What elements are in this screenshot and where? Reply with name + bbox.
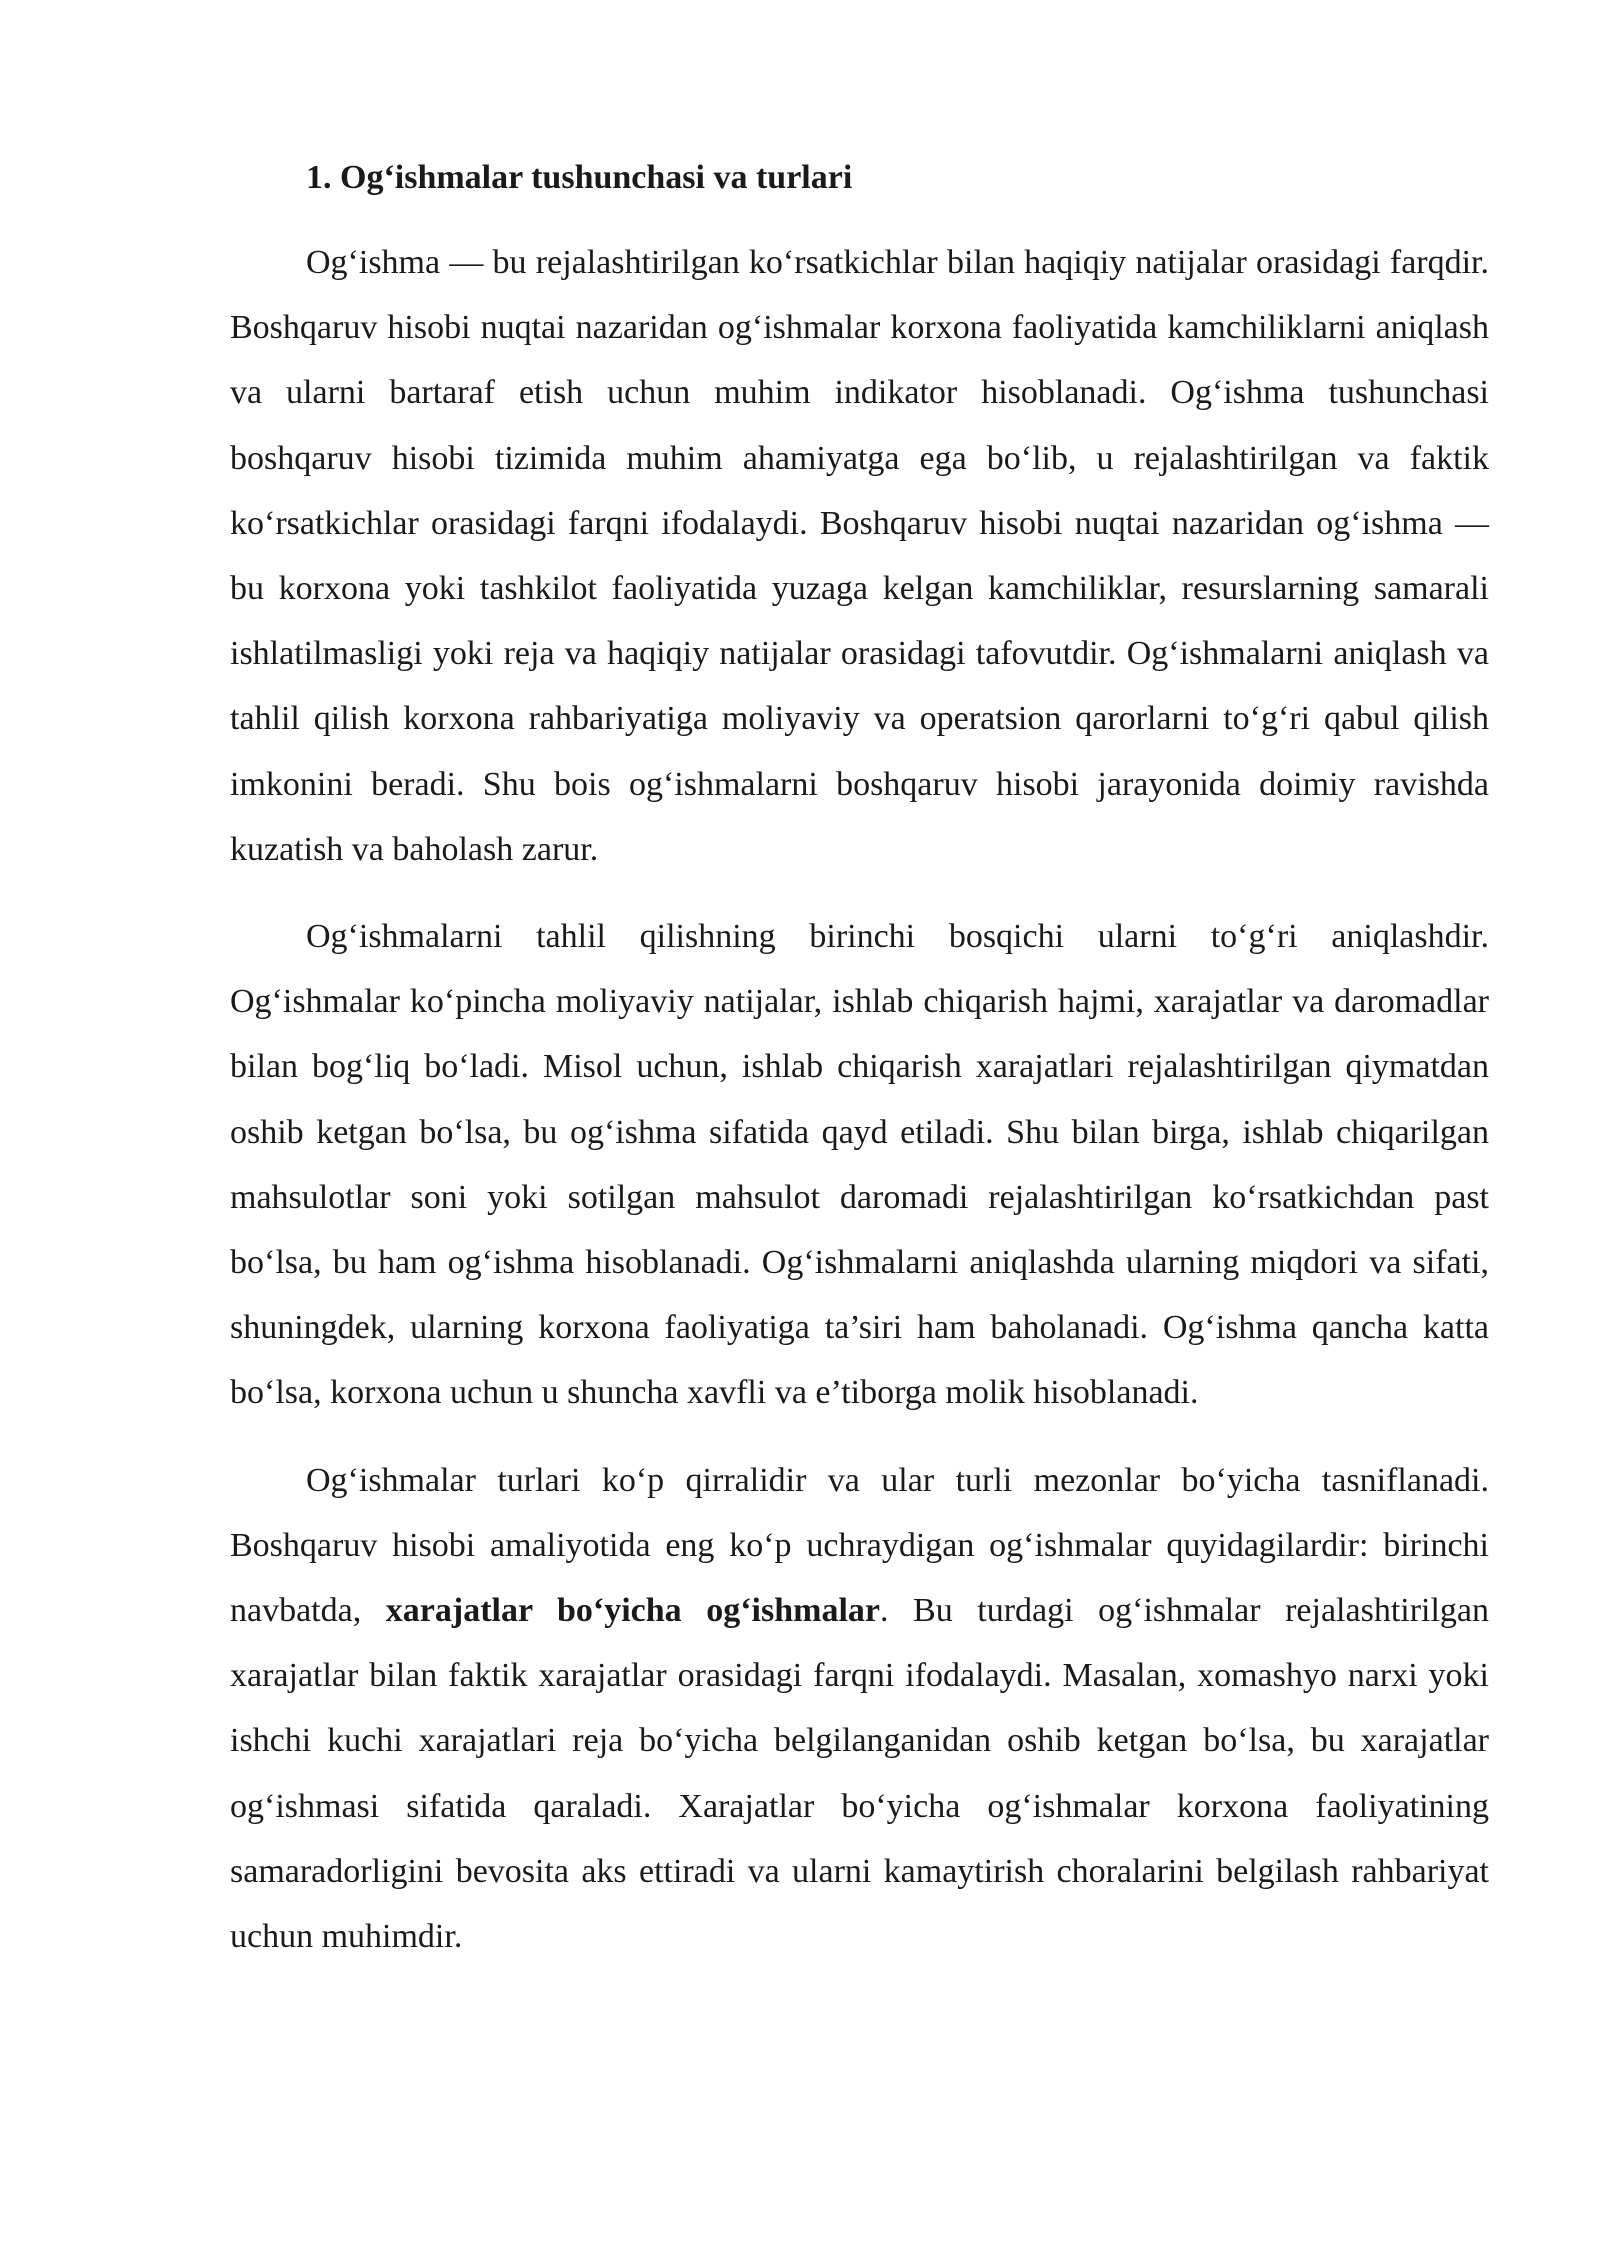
- paragraph-types: [230, 1448, 1489, 1970]
- paragraph-types-bold-term: xarajatlar bo‘yicha og‘ishmalar: [385, 1592, 880, 1630]
- document-body: [230, 148, 1489, 1991]
- section-heading: 1. Og‘ishmalar tushunchasi va turlari: [306, 159, 853, 196]
- paragraph-definition: Og‘ishma — bu rejalashtirilgan ko‘rsatkichlar bilan haqiqiy natijalar orasidagi farqdir. Boshqaruv hisobi nuqtai nazaridan og‘ishmalar korxona faoliyatida kamchiliklarni aniqlash va ularni bartaraf etish uchun muhim indikator hisoblanadi. Og‘ishma tushunchasi boshqaruv hisobi tizimida muhim ahamiyatga ega bo‘lib, u rejalashtirilgan va faktik ko‘rsatkichlar orasidagi farqni ifodalaydi. Boshqaruv hisobi nuqtai nazaridan og‘ishma — bu korxona yoki tashkilot faoliyatida yuzaga kelgan kamchiliklar, resurslarning samarali ishlatilmasligi yoki reja va haqiqiy natijalar orasidagi tafovutdir. Og‘ishmalarni aniqlash va tahlil qilish korxona rahbariyatiga moliyaviy va operatsion qarorlarni to‘g‘ri qabul qilish imkonini beradi. Shu bois og‘ishmalarni boshqaruv hisobi jarayonida doimiy ravishda kuzatish va baholash zarur.: [230, 244, 1489, 868]
- paragraph-analysis: Og‘ishmalarni tahlil qilishning birinchi bosqichi ularni to‘g‘ri aniqlashdir. Og‘ishmalar ko‘pincha moliyaviy natijalar, ishlab chiqarish hajmi, xarajatlar va daromadlar bilan bog‘liq bo‘ladi. Misol uchun, ishlab chiqarish xarajatlari rejalashtirilgan qiymatdan oshib ketgan bo‘lsa, bu og‘ishma sifatida qayd etiladi. Shu bilan birga, ishlab chiqarilgan mahsulotlar soni yoki sotilgan mahsulot daromadi rejalashtirilgan ko‘rsatkichdan past bo‘lsa, bu ham og‘ishma hisoblanadi. Og‘ishmalarni aniqlashda ularning miqdori va sifati, shuningdek, ularning korxona faoliyatiga ta’siri ham baholanadi. Og‘ishma qancha katta bo‘lsa, korxona uchun u shuncha xavfli va e’tiborga molik hisoblanadi.: [230, 918, 1489, 1412]
- paragraph-types-rest: . Bu turdagi og‘ishmalar rejalashtirilgan xarajatlar bilan faktik xarajatlar orasidagi farqni ifodalaydi. Masalan, xomashyo narxi yoki ishchi kuchi xarajatlari reja bo‘yicha belgilanganidan oshib ketgan bo‘lsa, bu xarajatlar og‘ishmasi sifatida qaraladi. Xarajatlar bo‘yicha og‘ishmalar korxona faoliyatining samaradorligini bevosita aks ettiradi va ularni kamaytirish choralarini belgilash rahbariyat uchun muhimdir.: [230, 1592, 1490, 1956]
- paragraph-types-intro: Og‘ishmalar turlari ko‘p qirralidir va ular turli mezonlar bo‘yicha tasniflanadi. Boshqaruv hisobi amaliyotida eng ko‘p uchraydigan og‘ishmalar quyidagilardir: birinchi navbatda,: [230, 1461, 1489, 1630]
